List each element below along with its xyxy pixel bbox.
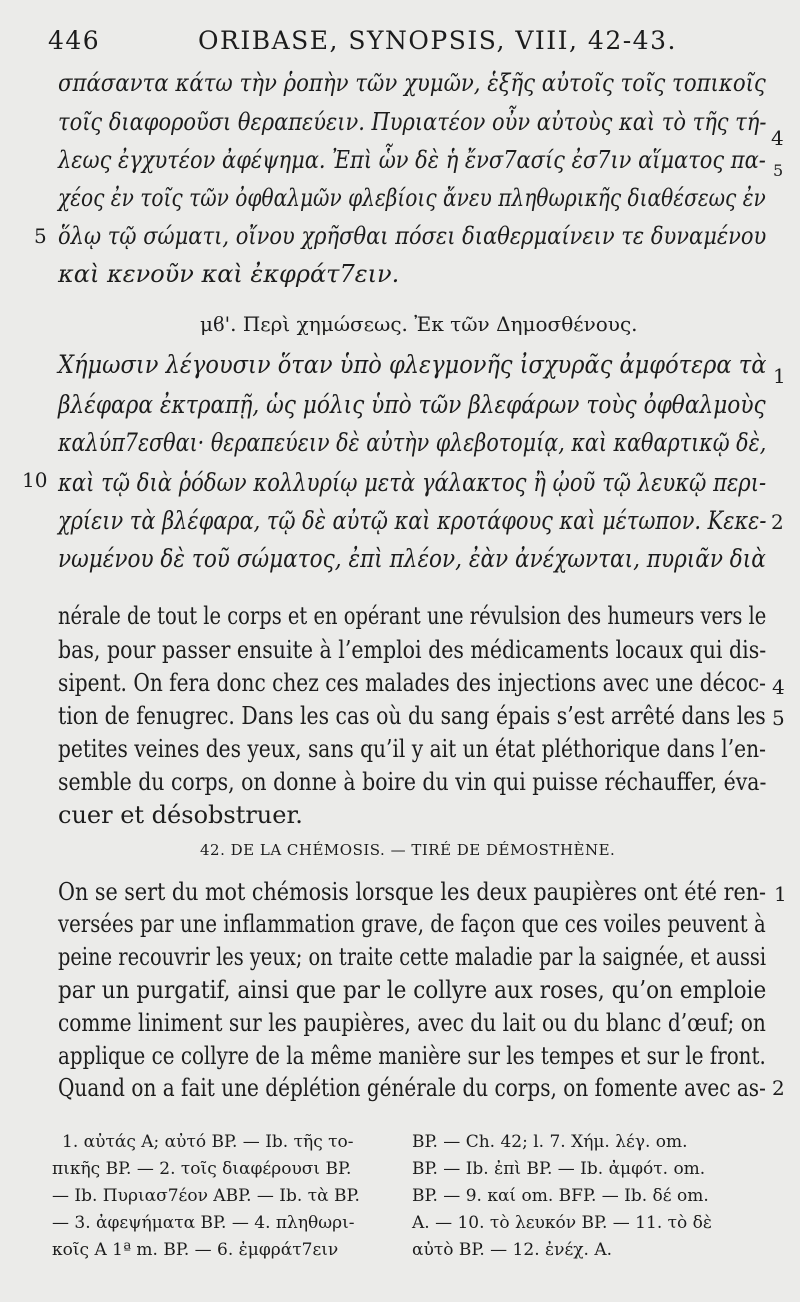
french-main-line: On se sert du mot chémosis lorsque les deux paupières ont été ren- (58, 878, 767, 906)
line-number-left: 5 (34, 224, 47, 248)
footnote-left-line: κοῖς A 1ª m. BP. — 6. ἐμφράτ7ειν (52, 1240, 339, 1260)
line-number-left: 10 (22, 468, 48, 492)
footnote-right-line: BP. — Ch. 42; l. 7. Χήμ. λέγ. om. (412, 1132, 688, 1152)
greek-top-line: τοῖς διαφοροῦσι θεραπεύειν. Πυριατέον οὖν αὐτοὺς καὶ τὸ τῆς τή- (58, 108, 767, 136)
line-number-right: 4 (772, 675, 785, 699)
french-top-line: cuer et désobstruer. (58, 801, 303, 829)
french-main-line: peine recouvrir les yeux; on traite cette maladie par la saignée, et aussi (58, 943, 767, 971)
french-top-line: sipent. On fera donc chez ces malades des injections avec une décoc- (58, 669, 766, 697)
french-main-line: applique ce collyre de la même manière sur les tempes et sur le front. (58, 1042, 766, 1070)
footnote-right-line: BP. — Ib. ἐπὶ BP. — Ib. ἀμφότ. om. (412, 1159, 706, 1179)
greek-top-line: λεως ἐγχυτέον ἀφέψημα. Ἐπὶ ὧν δὲ ἡ ἔνσ7ασίς ἐσ7ιν αἵματος πα- (58, 146, 766, 174)
greek-top-line: σπάσαντα κάτω τὴν ῥοπὴν τῶν χυμῶν, ἑξῆς αὐτοῖς τοῖς τοπικοῖς (58, 69, 766, 97)
greek-top-line: χέος ἐν τοῖς τῶν ὀφθαλμῶν φλεβίοις ἄνευ πληθωρικῆς διαθέσεως ἐν (58, 184, 766, 212)
page-number: 446 (48, 26, 101, 55)
french-top-line: semble du corps, on donne à boire du vin qui puisse réchauffer, éva- (58, 768, 767, 796)
greek-top-line: καὶ κενοῦν καὶ ἐκφράτ7ειν. (58, 260, 400, 288)
french-section-heading: 42. DE LA CHÉMOSIS. — TIRÉ DE DÉMOSTHÈNE. (200, 841, 616, 859)
line-number-right: 1 (774, 882, 787, 906)
french-top-line: bas, pour passer ensuite à l’emploi des médicaments locaux qui dis- (58, 636, 767, 664)
greek-main-line: καὶ τῷ διὰ ῥόδων κολλυρίῳ μετὰ γάλακτος ἢ ᾠοῦ τῷ λευκῷ περι- (58, 468, 767, 497)
running-title: ORIBASE, SYNOPSIS, VIII, 42-43. (198, 26, 677, 55)
footnote-left-line: 1. αὐτάς A; αὐτό BP. — Ib. τῆς το- (62, 1132, 354, 1152)
french-top-line: tion de fenugrec. Dans les cas où du sang épais s’est arrêté dans les (58, 702, 766, 730)
french-top-line: petites veines des yeux, sans qu’il y ait un état pléthorique dans l’en- (58, 735, 766, 763)
line-number-right: 1 (773, 364, 786, 388)
footnote-right-line: A. — 10. τὸ λευκόν BP. — 11. τὸ δὲ (412, 1213, 713, 1233)
line-number-right: 5 (773, 161, 784, 180)
french-main-line: versées par une inflammation grave, de façon que ces voiles peuvent à (58, 910, 766, 938)
footnote-left-line: — Ib. Πυριασ7έον ABP. — Ib. τὰ BP. (52, 1186, 360, 1206)
footnote-left-line: — 3. ἀφεψήματα BP. — 4. πληθωρι- (52, 1213, 355, 1233)
line-number-right: 2 (772, 1076, 785, 1100)
french-main-line: par un purgatif, ainsi que par le collyre aux roses, qu’on emploie (58, 976, 767, 1004)
greek-main-line: νωμένου δὲ τοῦ σώματος, ἐπὶ πλέον, ἐὰν ἀνέχωνται, πυριᾶν διὰ (58, 544, 766, 573)
french-top-line: nérale de tout le corps et en opérant une révulsion des humeurs vers le (58, 602, 767, 630)
footnote-left-line: πικῆς BP. — 2. τοῖς διαφέρουσι BP. (52, 1159, 352, 1179)
french-main-line: comme liniment sur les paupières, avec du lait ou du blanc d’œuf; on (58, 1009, 766, 1037)
greek-main-line: καλύπ7εσθαι· θεραπεύειν δὲ αὐτὴν φλεβοτομίᾳ, καὶ καθαρτικῷ δὲ, (58, 428, 767, 457)
line-number-right: 2 (771, 510, 784, 534)
greek-top-line: ὅλῳ τῷ σώματι, οἴνου χρῆσθαι πόσει διαθερμαίνειν τε δυναμένου (58, 222, 767, 250)
french-main-line: Quand on a fait une déplétion générale du corps, on fomente avec as- (58, 1074, 766, 1102)
footnote-right-line: BP. — 9. καί om. BFP. — Ib. δέ om. (412, 1186, 709, 1206)
line-number-right: 4 (771, 126, 784, 150)
footnote-right-line: αὐτὸ BP. — 12. ἐνέχ. A. (412, 1240, 613, 1260)
greek-main-line: βλέφαρα ἐκτραπῇ, ὡς μόλις ὑπὸ τῶν βλεφάρων τοὺς ὀφθαλμοὺς (58, 390, 766, 419)
greek-main-line: Χήμωσιν λέγουσιν ὅταν ὑπὸ φλεγμονῆς ἰσχυρᾶς ἀμφότερα τὰ (58, 350, 767, 379)
greek-section-heading: μϐ'. Περὶ χημώσεως. Ἐκ τῶν Δημοσθένους. (200, 312, 638, 336)
greek-main-line: χρίειν τὰ βλέφαρα, τῷ δὲ αὐτῷ καὶ κροτάφους καὶ μέτωπον. Κεκε- (58, 506, 767, 535)
line-number-right: 5 (772, 706, 785, 730)
